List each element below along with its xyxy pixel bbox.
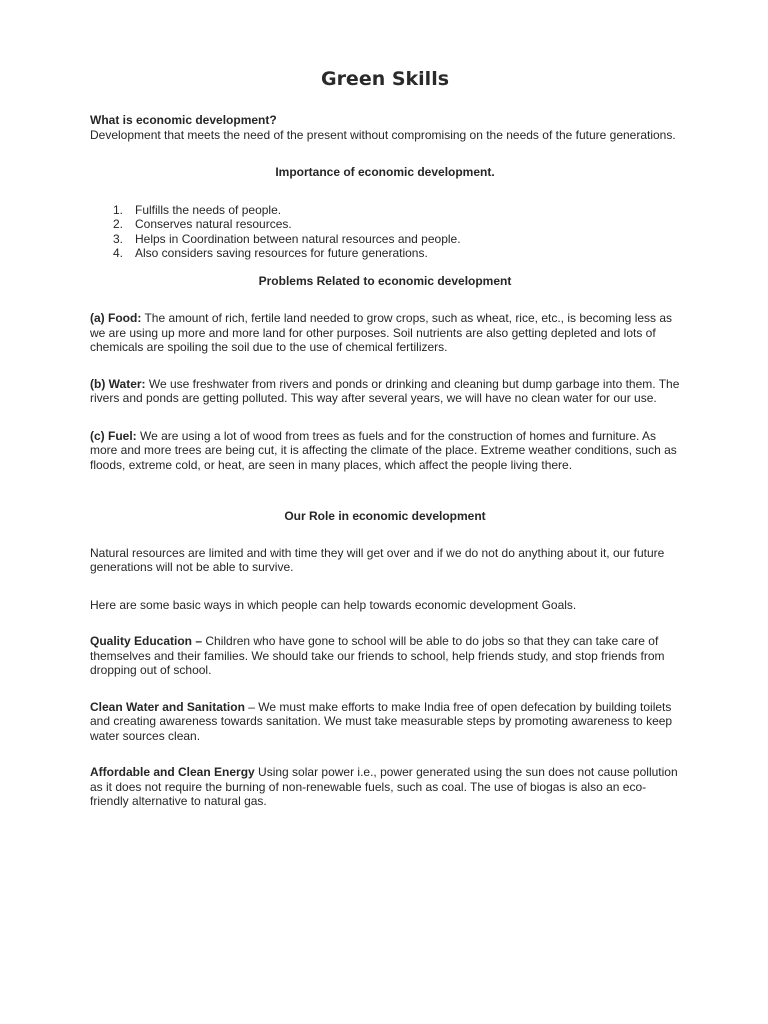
list-item-text: Also considers saving resources for future generations. [135, 246, 428, 260]
problem-label: (a) Food: [90, 311, 142, 325]
goal-quality-education [90, 634, 680, 678]
goal-label: Affordable and Clean Energy [90, 765, 255, 779]
list-item-text: Helps in Coordination between natural resources and people. [135, 231, 461, 246]
list-item-text: Fulfills the needs of people. [135, 202, 282, 217]
list-item [90, 232, 680, 247]
goal-text: Children who have gone to school will be able to do jobs so that they can take care of themselves and their families. We should take our friends to school, help friends study, and stop friends from dropping out of school. [90, 634, 665, 677]
goal-label: Clean Water and Sanitation [90, 699, 245, 714]
goal-label: Quality Education – [90, 634, 203, 648]
goal-clean-water [90, 700, 680, 744]
role-heading: Our Role in economic development [284, 509, 486, 523]
list-item-text: Conserves natural resources. [135, 217, 292, 231]
goal-text: – We must make efforts to make India free of open defecation by building toilets and creating awareness towards sanitation. We must take measurable steps by promoting awareness to keep water sources clean. [90, 699, 673, 743]
list-item [90, 217, 680, 232]
list-number: 3. [113, 231, 124, 246]
importance-heading: Importance of economic development. [275, 165, 495, 179]
list-item [90, 203, 680, 218]
problem-text: We are using a lot of wood from trees as fuels and for the construction of homes and furniture. As more and more trees are being cut, it is affecting the climate of the place. Extreme weather conditions, such as floods, extreme cold, or heat, are seen in many places, which affect the people living there. [90, 428, 677, 472]
list-number: 2. [113, 217, 124, 231]
problem-text: The amount of rich, fertile land needed to grow crops, such as wheat, rice, etc., is becoming less as we are using up more and more land for other purposes. Soil nutrients are also getting depleted and lots of chemicals are spoiling the soil due to the use of chemical fertilizers. [90, 311, 673, 354]
problem-text: We use freshwater from rivers and ponds or drinking and cleaning but dump garbage into them. The rivers and ponds are getting polluted. This way after several years, we will have no clean water for our use. [90, 376, 680, 405]
goal-text: Using solar power i.e., power generated using the sun does not cause pollution as it does not require the burning of non-renewable fuels, such as coal. The use of biogas is also an eco-friendly alternative to natural gas. [90, 765, 678, 808]
problems-heading: Problems Related to economic development [258, 273, 512, 288]
goal-clean-energy [90, 765, 680, 809]
definition-answer: Development that meets the need of the present without compromising on the needs of the future generations. [90, 127, 676, 142]
document-title: Green Skills [320, 68, 450, 90]
list-number: 4. [113, 246, 124, 260]
definition-question: What is economic development? [90, 113, 277, 127]
problem-label: (c) Fuel: [90, 428, 137, 443]
problem-food [90, 311, 680, 355]
list-item [90, 246, 680, 261]
problem-water [90, 377, 680, 406]
role-paragraph-1: Natural resources are limited and with time they will get over and if we do not do anything about it, our future generations will not be able to survive. [90, 545, 665, 574]
list-number: 1. [113, 202, 124, 217]
role-paragraph-2: Here are some basic ways in which people can help towards economic development Goals. [90, 597, 577, 612]
problem-label: (b) Water: [90, 376, 146, 391]
problem-fuel [90, 429, 680, 473]
importance-list [90, 203, 680, 261]
